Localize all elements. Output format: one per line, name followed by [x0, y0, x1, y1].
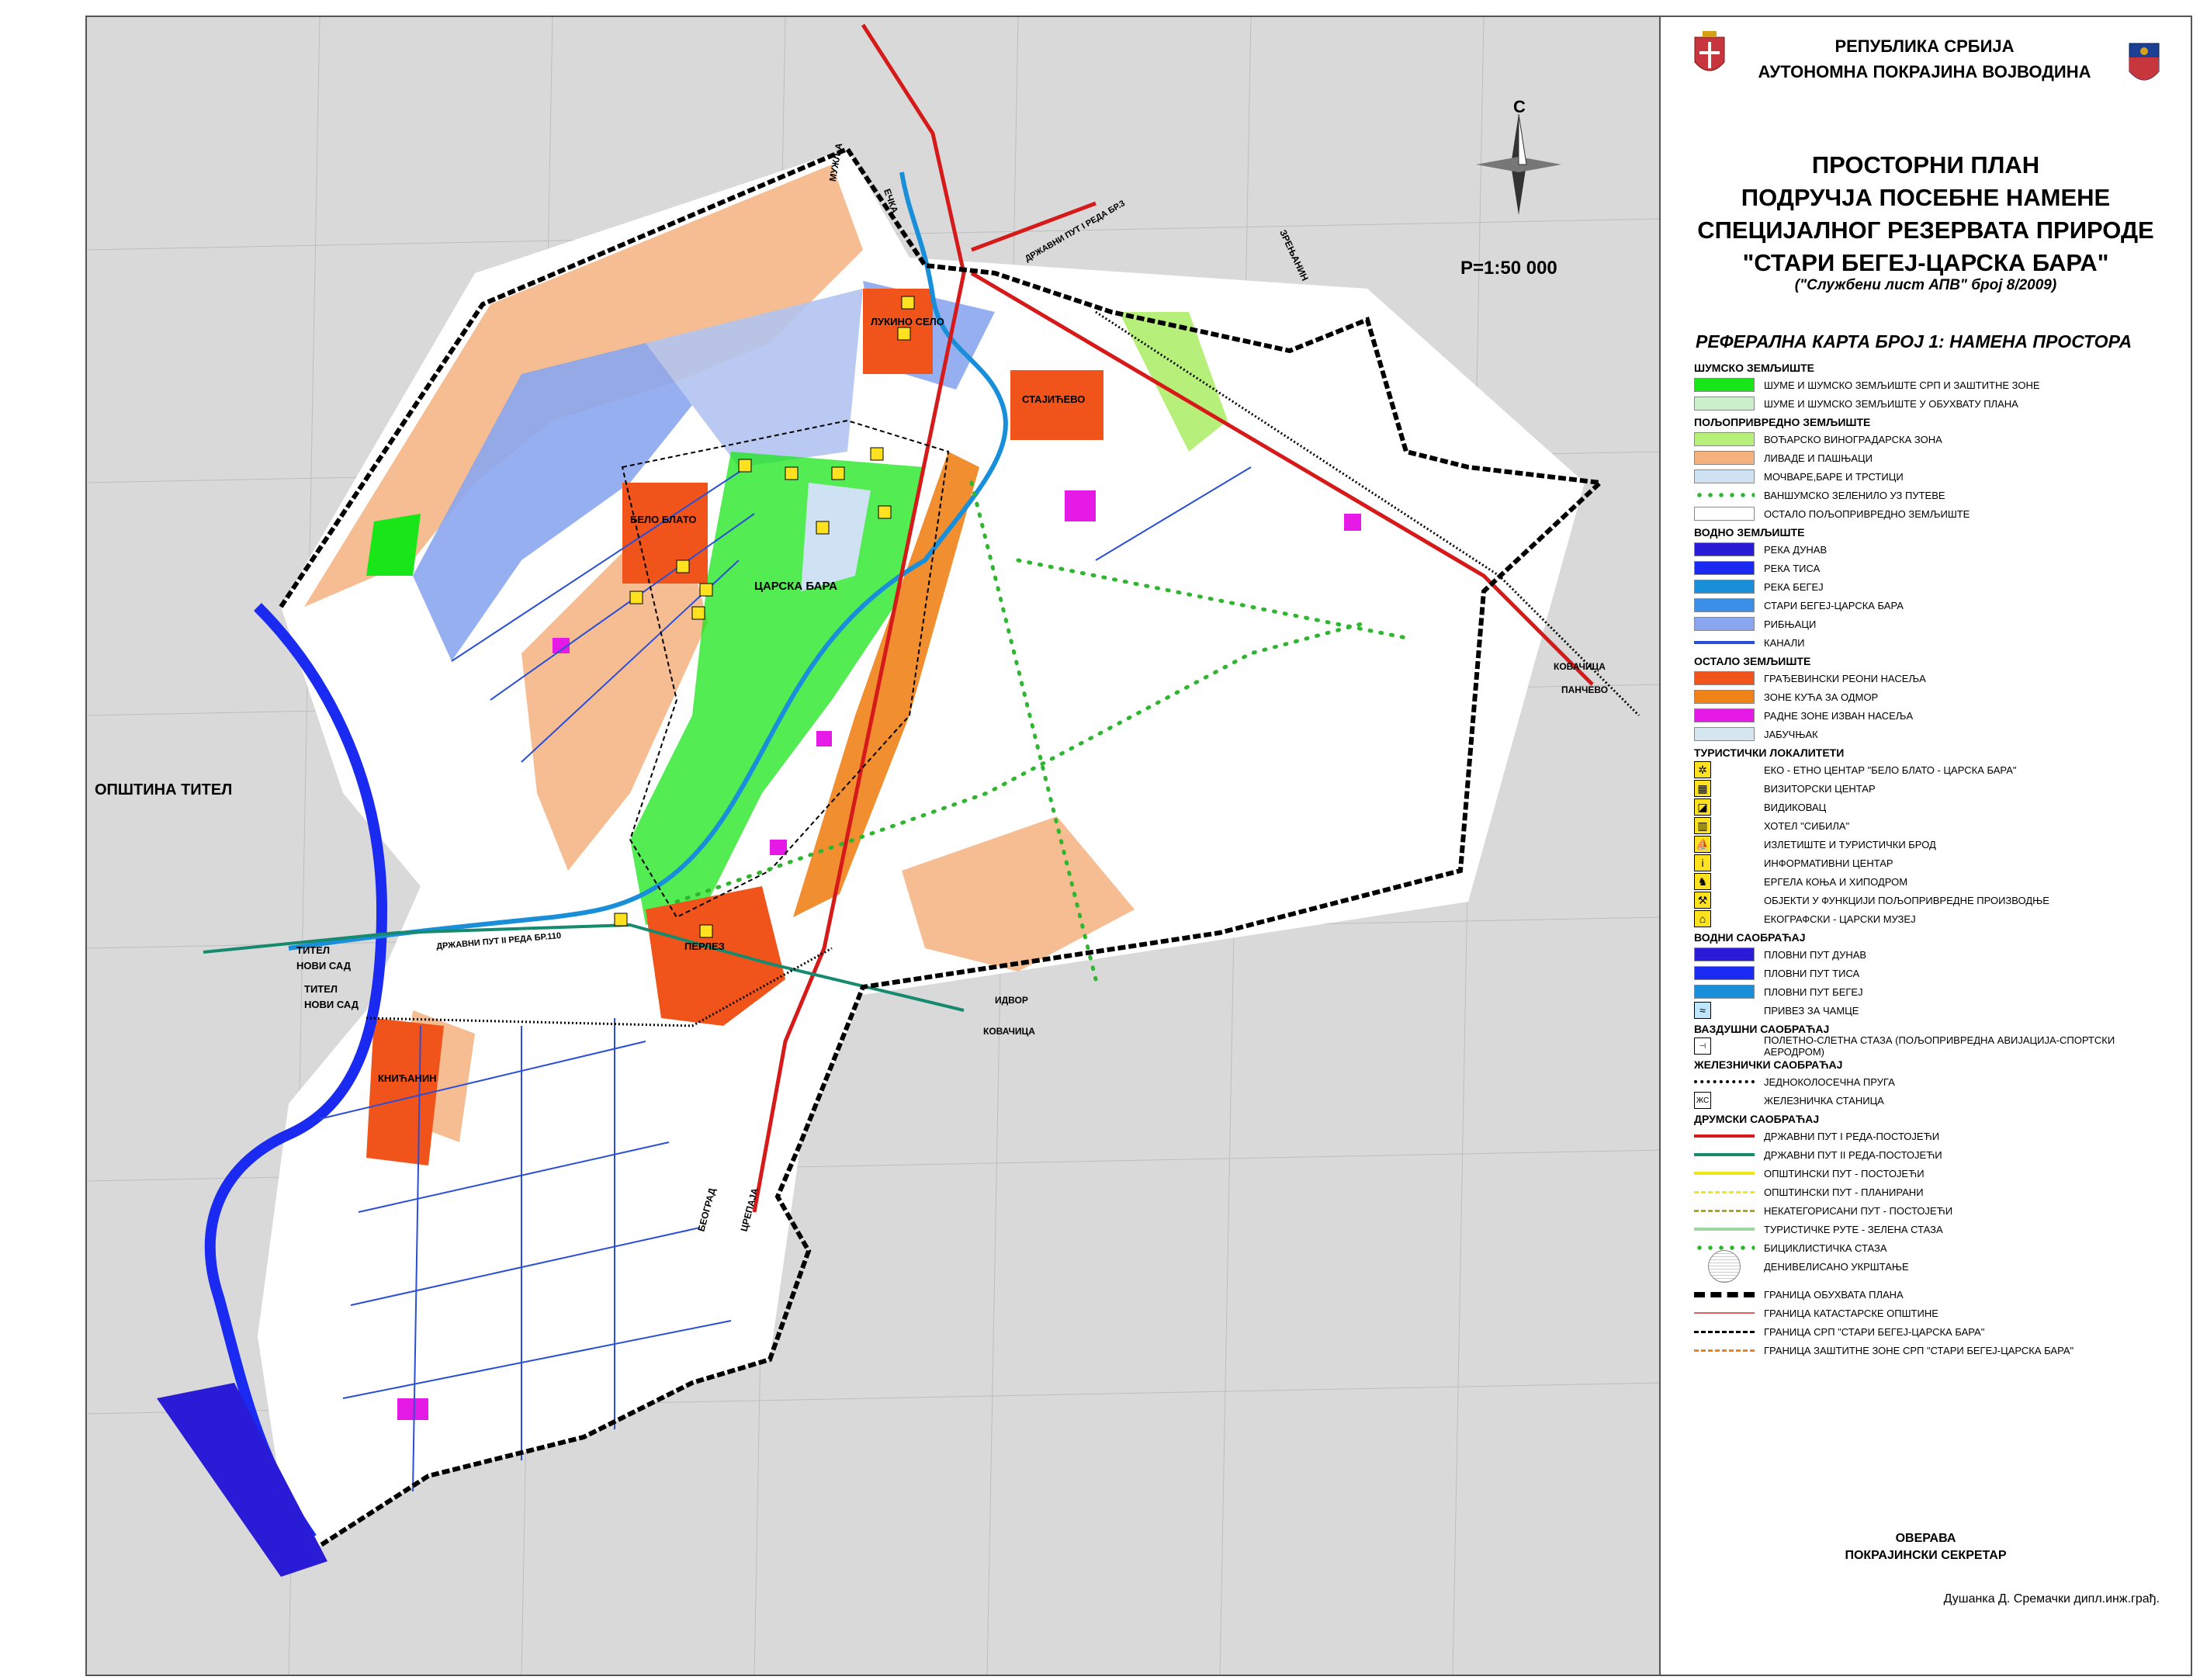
legend-swatch — [1694, 1191, 1755, 1193]
legend-symbol-icon: ◪ — [1694, 798, 1711, 816]
legend-symbol-icon: ✲ — [1694, 761, 1711, 778]
title-line: СПЕЦИЈАЛНОГ РЕЗЕРВАТА ПРИРОДЕ — [1697, 216, 2154, 244]
legend-label: ШУМЕ И ШУМСКО ЗЕМЉИШТЕ СРП И ЗАШТИТНЕ ЗОНЕ — [1764, 379, 2040, 391]
legend-swatch — [1694, 469, 1755, 483]
header-country: РЕПУБЛИКА СРБИЈА — [1834, 36, 2015, 56]
place-perlez: ПЕРЛЕЗ — [684, 940, 725, 952]
legend-label: КАНАЛИ — [1764, 636, 1805, 649]
legend-label: ГРАНИЦА ОБУХВАТА ПЛАНА — [1764, 1288, 1904, 1301]
place-lukino-selo: ЛУКИНО СЕЛО — [871, 316, 944, 327]
legend-item — [1694, 760, 2175, 779]
legend-section-heading: ДРУМСКИ САОБРАЋАЈ — [1694, 1113, 1820, 1125]
legend-item — [1694, 669, 2175, 688]
legend-label: ОБЈЕКТИ У ФУНКЦИЈИ ПОЉОПРИВРЕДНЕ ПРОИЗВОДЊЕ — [1764, 894, 2049, 906]
legend-label: ПЛОВНИ ПУТ БЕГЕЈ — [1764, 985, 1863, 998]
forest-area — [366, 514, 421, 576]
legend-swatch — [1694, 507, 1755, 521]
place-titel-2: ТИТЕЛ — [304, 983, 338, 995]
legend-swatch — [1694, 1134, 1755, 1138]
legend-label: ИЗЛЕТИШТЕ И ТУРИСТИЧКИ БРОД — [1764, 838, 1936, 850]
legend-item — [1694, 835, 2175, 854]
legend-label: ПРИВЕЗ ЗА ЧАМЦЕ — [1764, 1004, 1859, 1017]
legend-item — [1694, 891, 2175, 909]
legend-title: РЕФЕРАЛНА КАРТА БРОЈ 1: НАМЕНА ПРОСТОРА — [1696, 331, 2132, 352]
legend-item — [1694, 1201, 2175, 1220]
legend-item — [1694, 376, 2175, 394]
legend-swatch — [1694, 1349, 1755, 1352]
legend-item — [1694, 1257, 2175, 1276]
legend-symbol-icon: ⊣ — [1694, 1037, 1711, 1055]
legend-item — [1694, 1034, 2175, 1058]
legend-item — [1694, 1285, 2175, 1304]
road-label-i-reda: ДРЖАВНИ ПУТ I РЕДА БР.3 — [1023, 199, 1127, 264]
legend-swatch — [1694, 1331, 1755, 1333]
legend-section-heading: ВОДНО ЗЕМЉИШТЕ — [1694, 526, 1805, 539]
legend-item — [1694, 559, 2175, 577]
legend-label: РАДНЕ ЗОНЕ ИЗВАН НАСЕЉА — [1764, 709, 1914, 722]
legend-label: БИЦИКЛИСТИЧКА СТАЗА — [1764, 1242, 1887, 1254]
map-area[interactable] — [85, 16, 1661, 1676]
legend-swatch — [1694, 378, 1755, 392]
legend-label: ПЛОВНИ ПУТ ДУНАВ — [1764, 948, 1867, 961]
legend-item — [1694, 430, 2175, 449]
legend-label: ГРАНИЦА СРП "СТАРИ БЕГЕЈ-ЦАРСКА БАРА" — [1764, 1325, 1985, 1338]
legend-swatch — [1694, 966, 1755, 980]
legend-swatch — [1694, 985, 1755, 999]
legend-item — [1694, 1183, 2175, 1201]
legend-label: ОСТАЛО ПОЉОПРИВРЕДНО ЗЕМЉИШТЕ — [1764, 507, 1970, 520]
legend-item — [1694, 633, 2175, 652]
legend-label: ОПШТИНСКИ ПУТ - ПЛАНИРАНИ — [1764, 1186, 1924, 1198]
legend-symbol-icon: ♞ — [1694, 873, 1711, 890]
signer-name: Душанка Д. Сремачки дипл.инж.грађ. — [1943, 1592, 2160, 1606]
legend-label: ШУМЕ И ШУМСКО ЗЕМЉИШТЕ У ОБУХВАТУ ПЛАНА — [1764, 397, 2018, 410]
place-muzlja: МУЖЉА — [826, 142, 845, 182]
legend-item — [1694, 945, 2175, 964]
legend-symbol-icon: ▥ — [1694, 817, 1711, 834]
place-novi-sad: НОВИ САД — [296, 960, 352, 972]
legend-section-heading: ТУРИСТИЧКИ ЛОКАЛИТЕТИ — [1694, 746, 1845, 759]
legend-item — [1694, 1304, 2175, 1322]
place-carska-bara: ЦАРСКА БАРА — [754, 580, 837, 593]
legend-section-heading: ОСТАЛО ЗЕМЉИШТЕ — [1694, 655, 1811, 667]
place-ecka: ЕЧКА — [882, 187, 901, 215]
legend-item — [1694, 706, 2175, 725]
place-novi-sad-2: НОВИ САД — [304, 999, 359, 1010]
legend-item — [1694, 540, 2175, 559]
legend-label: ПЛОВНИ ПУТ ТИСА — [1764, 967, 1860, 979]
work-zone — [397, 1398, 428, 1420]
legend-symbol-icon: ЖС — [1694, 1092, 1711, 1109]
legend-label: СТАРИ БЕГЕЈ-ЦАРСКА БАРА — [1764, 599, 1904, 611]
legend-swatch — [1694, 690, 1755, 704]
legend-label: ЗОНЕ КУЋА ЗА ОДМОР — [1764, 691, 1879, 703]
work-zone — [1344, 514, 1361, 531]
legend-item — [1694, 816, 2175, 835]
legend-label: ВОЋАРСКО ВИНОГРАДАРСКА ЗОНА — [1764, 433, 1942, 445]
place-pancevo: ПАНЧЕВО — [1561, 684, 1609, 695]
north-label: С — [1513, 97, 1526, 116]
legend-swatch — [1694, 451, 1755, 465]
legend-swatch — [1694, 493, 1755, 497]
legend-item — [1694, 1164, 2175, 1183]
place-stajicevo: СТАЈИЋЕВО — [1022, 393, 1086, 405]
map-canvas — [87, 17, 1661, 1676]
legend-swatch — [1694, 542, 1755, 556]
legend-swatch — [1694, 561, 1755, 575]
legend-label: ДЕНИВЕЛИСАНО УКРШТАЊЕ — [1764, 1260, 1909, 1273]
place-crepaja: ЦРЕПАЈА — [738, 1186, 760, 1233]
legend-symbol-icon: ≈ — [1694, 1002, 1711, 1019]
legend-label: ЈЕДНОКОЛОСЕЧНА ПРУГА — [1764, 1076, 1895, 1088]
legend-symbol-icon: ⌂ — [1694, 910, 1711, 927]
legend-swatch — [1694, 727, 1755, 741]
legend-list — [1694, 359, 2175, 1360]
legend-symbol-icon: i — [1694, 854, 1711, 871]
legend-label: РЕКА ТИСА — [1764, 562, 1821, 574]
place-idvor: ИДВОР — [995, 995, 1028, 1006]
header-province: АУТОНОМНА ПОКРАЈИНА ВОЈВОДИНА — [1758, 62, 2091, 81]
work-zone — [770, 840, 787, 855]
legend-swatch — [1694, 432, 1755, 446]
approval-line-2: ПОКРАЈИНСКИ СЕКРЕТАР — [1845, 1549, 2007, 1562]
legend-item — [1694, 615, 2175, 633]
legend-panel — [1661, 16, 2192, 1676]
legend-label: ТУРИСТИЧКЕ РУТЕ - ЗЕЛЕНА СТАЗА — [1764, 1223, 1943, 1235]
legend-section-heading: ЖЕЛЕЗНИЧКИ САОБРАЋАЈ — [1694, 1058, 1843, 1071]
legend-item — [1694, 964, 2175, 982]
legend-label: ГРАНИЦА КАТАСТАРСКЕ ОПШТИНЕ — [1764, 1307, 1938, 1319]
legend-swatch — [1694, 580, 1755, 594]
belo-blato-area — [622, 483, 708, 584]
legend-item — [1694, 467, 2175, 486]
legend-label: ЕКОГРАФСКИ - ЦАРСКИ МУЗЕЈ — [1764, 913, 1916, 925]
legend-label: РЕКА ДУНАВ — [1764, 543, 1828, 556]
legend-swatch — [1694, 1210, 1755, 1212]
work-zone — [816, 731, 832, 746]
map-scale: Р=1:50 000 — [1460, 258, 1557, 279]
legend-item — [1694, 1091, 2175, 1110]
legend-label: ИНФОРМАТИВНИ ЦЕНТАР — [1764, 857, 1893, 869]
legend-item — [1694, 596, 2175, 615]
legend-label: ВАНШУМСКО ЗЕЛЕНИЛО УЗ ПУТЕВЕ — [1764, 489, 1945, 501]
legend-swatch — [1694, 617, 1755, 631]
legend-item — [1694, 504, 2175, 523]
legend-label: ДРЖАВНИ ПУТ II РЕДА-ПОСТОЈЕЋИ — [1764, 1148, 1942, 1161]
legend-swatch — [1694, 671, 1755, 685]
legend-item — [1694, 779, 2175, 798]
legend-label: ГРАНИЦА ЗАШТИТНЕ ЗОНЕ СРП "СТАРИ БЕГЕЈ-ЦАРСКА БАРА" — [1764, 1344, 2074, 1356]
legend-label: ЛИВАДЕ И ПАШЊАЦИ — [1764, 452, 1873, 464]
legend-label: ВИЗИТОРСКИ ЦЕНТАР — [1764, 782, 1876, 795]
legend-label: ЖЕЛЕЗНИЧКА СТАНИЦА — [1764, 1094, 1884, 1107]
legend-item — [1694, 1322, 2175, 1341]
legend-section-heading: ПОЉОПРИВРЕДНО ЗЕМЉИШТЕ — [1694, 416, 1871, 428]
legend-label: ХОТЕЛ "СИБИЛА" — [1764, 819, 1850, 832]
title-line: "СТАРИ БЕГЕЈ-ЦАРСКА БАРА" — [1742, 249, 2109, 276]
legend-section-heading: ВОДНИ САОБРАЋАЈ — [1694, 931, 1806, 944]
legend-symbol-icon: ▦ — [1694, 780, 1711, 797]
legend-swatch — [1694, 1172, 1755, 1175]
legend-swatch — [1694, 1228, 1755, 1231]
legend-swatch — [1694, 1292, 1755, 1297]
legend-item — [1694, 394, 2175, 413]
title-line: ПОДРУЧЈА ПОСЕБНЕ НАМЕНЕ — [1741, 184, 2111, 211]
legend-label: РИБЊАЦИ — [1764, 618, 1817, 630]
legend-gap — [1694, 1276, 2175, 1285]
legend-item — [1694, 688, 2175, 706]
place-titel: ТИТЕЛ — [296, 944, 331, 956]
legend-item — [1694, 1220, 2175, 1238]
legend-item — [1694, 854, 2175, 872]
legend-swatch — [1694, 1153, 1755, 1156]
legend-item — [1694, 1001, 2175, 1020]
legend-item — [1694, 449, 2175, 467]
legend-swatch — [1694, 641, 1755, 644]
plan-title — [1661, 149, 2191, 279]
legend-label: РЕКА БЕГЕЈ — [1764, 580, 1824, 593]
legend-swatch — [1694, 1080, 1755, 1083]
legend-swatch — [1694, 598, 1755, 612]
place-beograd: БЕОГРАД — [695, 1186, 718, 1233]
legend-item — [1694, 1072, 2175, 1091]
legend-section-heading: ШУМСКО ЗЕМЉИШТЕ — [1694, 362, 1814, 374]
gazette-reference: ("Службени лист АПВ" број 8/2009) — [1794, 277, 2057, 293]
approval-line-1: ОВЕРАВА — [1895, 1532, 1956, 1545]
legend-swatch — [1694, 1258, 1755, 1275]
legend-label: ГРАЂЕВИНСКИ РЕОНИ НАСЕЉА — [1764, 672, 1926, 684]
road-label-ii-reda: ДРЖАВНИ ПУТ II РЕДА БР.110 — [435, 930, 562, 952]
place-opstina-titel: ОПШТИНА ТИТЕЛ — [95, 781, 233, 798]
place-zrenjanin: ЗРЕЊАНИН — [1277, 227, 1311, 283]
legend-item — [1694, 577, 2175, 596]
legend-symbol-icon: ⛵ — [1694, 836, 1711, 853]
place-belo-blato: БЕЛО БЛАТО — [630, 514, 697, 525]
legend-label: ЕРГЕЛА КОЊА И ХИПОДРОМ — [1764, 875, 1908, 888]
legend-item — [1694, 486, 2175, 504]
legend-item — [1694, 982, 2175, 1001]
legend-label: ЕКО - ЕТНО ЦЕНТАР "БЕЛО БЛАТО - ЦАРСКА БАРА" — [1764, 764, 2017, 776]
legend-label: ОПШТИНСКИ ПУТ - ПОСТОЈЕЋИ — [1764, 1167, 1925, 1179]
legend-swatch — [1694, 397, 1755, 410]
place-kovacica-2: КОВАЧИЦА — [983, 1026, 1035, 1037]
legend-label: МОЧВАРЕ,БАРЕ И ТРСТИЦИ — [1764, 470, 1904, 483]
legend-label: ВИДИКОВАЦ — [1764, 801, 1827, 813]
legend-label: ЈАБУЧЊАК — [1764, 728, 1818, 740]
legend-symbol-icon: ⚒ — [1694, 892, 1711, 909]
legend-item — [1694, 725, 2175, 743]
legend-item — [1694, 1341, 2175, 1360]
place-knicanin: КНИЋАНИН — [378, 1072, 437, 1084]
legend-item — [1694, 1127, 2175, 1145]
legend-swatch — [1694, 1312, 1755, 1314]
legend-label: НЕКАТЕГОРИСАНИ ПУТ - ПОСТОЈЕЋИ — [1764, 1204, 1953, 1217]
legend-swatch — [1694, 947, 1755, 961]
title-line: ПРОСТОРНИ ПЛАН — [1811, 151, 2040, 178]
legend-label: ДРЖАВНИ ПУТ I РЕДА-ПОСТОЈЕЋИ — [1764, 1130, 1940, 1142]
legend-item — [1694, 872, 2175, 891]
legend-section-heading: ВАЗДУШНИ САОБРАЋАЈ — [1694, 1023, 1830, 1035]
legend-label: ПОЛЕТНО-СЛЕТНА СТАЗА (ПОЉОПРИВРЕДНА АВИЈАЦИЈА-СПОРТСКИ АЕРОДРОМ) — [1764, 1034, 2115, 1058]
stajicevo-area — [1010, 370, 1103, 440]
place-kovacica: КОВАЧИЦА — [1554, 661, 1606, 672]
legend-item — [1694, 909, 2175, 928]
legend-item — [1694, 1238, 2175, 1257]
legend-item — [1694, 798, 2175, 816]
work-zone — [1065, 490, 1096, 521]
legend-item — [1694, 1145, 2175, 1164]
legend-swatch — [1694, 708, 1755, 722]
